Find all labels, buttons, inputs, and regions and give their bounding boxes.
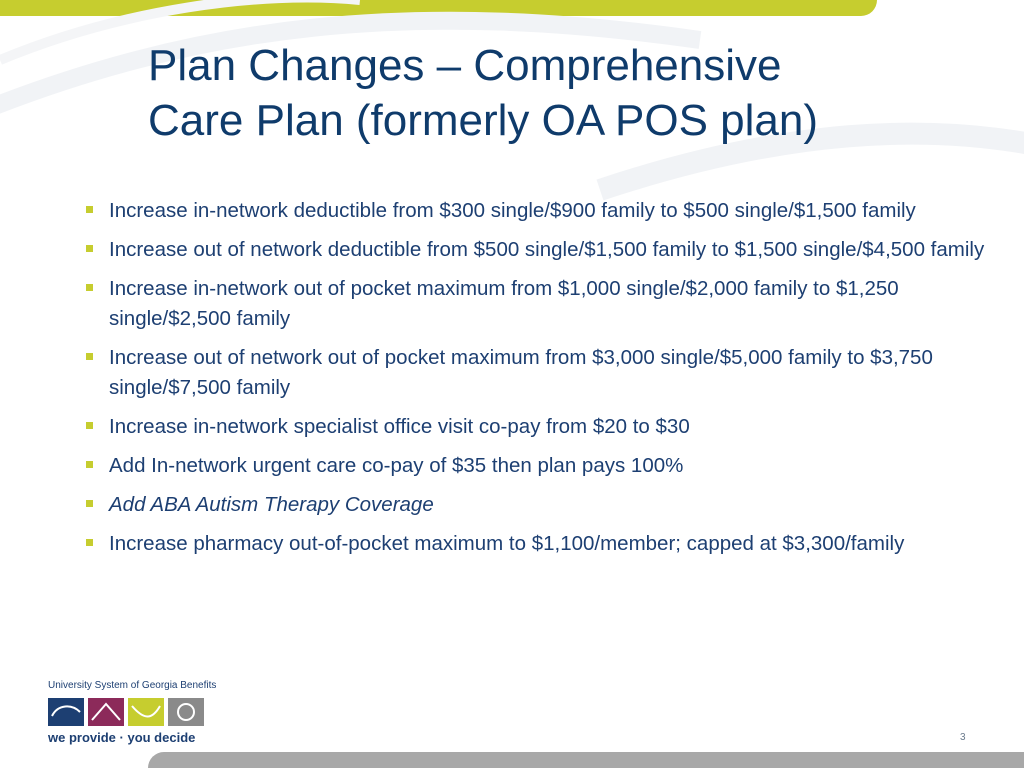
bullet-list (85, 196, 990, 568)
bullet-text: Increase in-network specialist office visit co-pay from $20 to $30 (109, 415, 690, 438)
bullet-marker-icon (86, 422, 93, 429)
bullet-item (85, 490, 990, 520)
logo-tiles-icon (48, 698, 208, 726)
bullet-item (85, 529, 990, 559)
top-accent-band (0, 0, 877, 16)
bullet-text: Increase out of network deductible from $500 single/$1,500 family to $1,500 single/$4,500 family (109, 238, 985, 261)
bullet-item (85, 196, 990, 226)
bullet-text: Add ABA Autism Therapy Coverage (109, 493, 434, 516)
bullet-marker-icon (86, 206, 93, 213)
bullet-item (85, 412, 990, 442)
bullet-marker-icon (86, 245, 93, 252)
bullet-marker-icon (86, 461, 93, 468)
bullet-text: Increase in-network deductible from $300 single/$900 family to $500 single/$1,500 family (109, 199, 916, 222)
bullet-text: Increase out of network out of pocket maximum from $3,000 single/$5,000 family to $3,750 single/$7,500 family (109, 346, 933, 399)
logo-tagline: we provide · you decide (48, 730, 196, 745)
slide-title-line-2: Care Plan (formerly OA POS plan) (148, 96, 819, 145)
bullet-item (85, 343, 990, 403)
bullet-item (85, 274, 990, 334)
bullet-marker-icon (86, 539, 93, 546)
bullet-marker-icon (86, 353, 93, 360)
bullet-text: Add In-network urgent care co-pay of $35 then plan pays 100% (109, 454, 684, 477)
page-number: 3 (960, 732, 966, 743)
usg-benefits-logo (48, 680, 218, 746)
slide-title (148, 38, 1008, 148)
bullet-text: Increase in-network out of pocket maximum from $1,000 single/$2,000 family to $1,250 single/$2,500 family (109, 277, 899, 330)
slide-title-line-1: Plan Changes – Comprehensive (148, 41, 782, 90)
logo-org-name: University System of Georgia Benefits (48, 680, 217, 691)
bullet-item (85, 235, 990, 265)
bullet-marker-icon (86, 284, 93, 291)
bullet-marker-icon (86, 500, 93, 507)
bottom-gray-band (148, 752, 1024, 768)
bullet-item (85, 451, 990, 481)
bullet-text: Increase pharmacy out-of-pocket maximum to $1,100/member; capped at $3,300/family (109, 532, 905, 555)
